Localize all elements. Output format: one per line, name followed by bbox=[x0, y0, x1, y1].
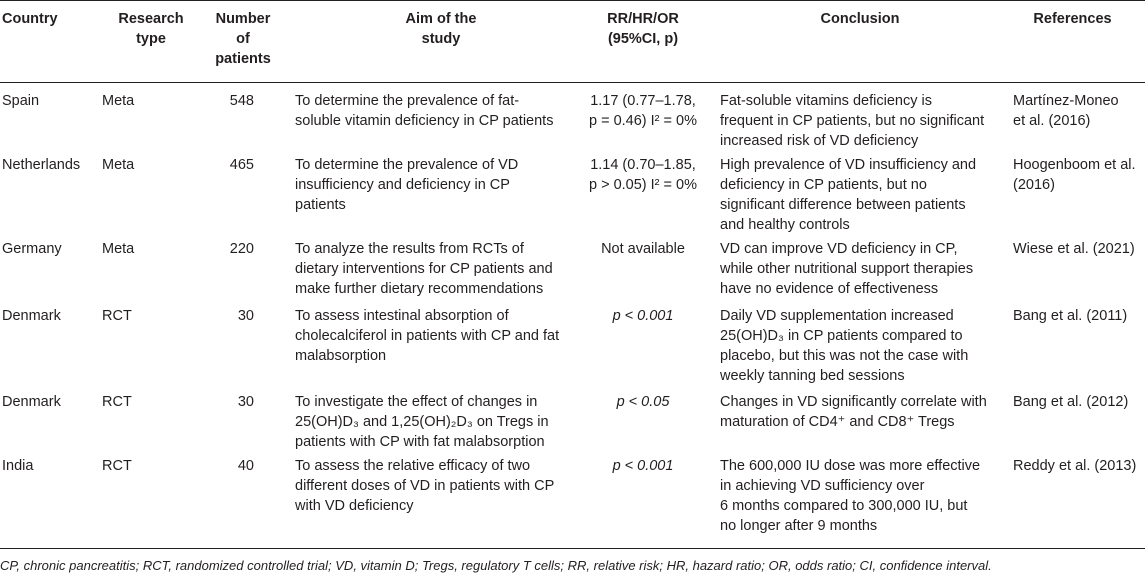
header-conclusion: Conclusion bbox=[820, 11, 900, 27]
cell-conclusion: Daily VD supplementation increased 25(OH)D₃ in CP patients compared to placebo, but this was not the case with weekly tanning bed sessions bbox=[720, 308, 969, 384]
cell-country: Spain bbox=[2, 93, 40, 109]
header-rr-hr-or: RR/HR/OR (95%CI, p) bbox=[607, 11, 679, 47]
cell-aim: To analyze the results from RCTs of dietary interventions for CP patients and make further dietary recommendations bbox=[295, 241, 553, 297]
cell-conclusion: High prevalence of VD insufficiency and deficiency in CP patients, but no significant difference between patients and healthy controls bbox=[720, 157, 977, 233]
cell-number: 548 bbox=[229, 93, 254, 109]
header-number-of-patients: Number of patients bbox=[215, 11, 271, 67]
cell-rr: 1.17 (0.77–1.78, p = 0.46) I² = 0% bbox=[588, 93, 697, 129]
cell-research-type: Meta bbox=[102, 241, 135, 257]
cell-conclusion: The 600,000 IU dose was more effective in achieving VD sufficiency over 6 months compared to 300,000 IU, but no longer after 9 months bbox=[720, 458, 981, 534]
cell-aim: To investigate the effect of changes in 25(OH)D₃ and 1,25(OH)₂D₃ on Tregs in patients with CP with fat malabsorption bbox=[295, 394, 549, 450]
header-country: Country bbox=[2, 11, 58, 27]
cell-research-type: RCT bbox=[102, 458, 132, 474]
cell-rr: p < 0.001 bbox=[612, 458, 674, 474]
cell-research-type: Meta bbox=[102, 93, 135, 109]
cell-number: 465 bbox=[229, 157, 254, 173]
cell-country: India bbox=[2, 458, 34, 474]
cell-country: Denmark bbox=[2, 394, 61, 410]
cell-research-type: RCT bbox=[102, 308, 132, 324]
cell-reference: Martínez-Moneo et al. (2016) bbox=[1013, 93, 1119, 129]
cell-reference: Bang et al. (2012) bbox=[1013, 394, 1129, 410]
cell-number: 40 bbox=[237, 458, 254, 474]
cell-rr: p < 0.05 bbox=[616, 394, 670, 410]
cell-country: Denmark bbox=[2, 308, 61, 324]
header-aim: Aim of the study bbox=[405, 11, 477, 47]
cell-rr: 1.14 (0.70–1.85, p > 0.05) I² = 0% bbox=[588, 157, 697, 193]
cell-country: Germany bbox=[2, 241, 62, 257]
cell-rr: p < 0.001 bbox=[612, 308, 674, 324]
cell-number: 30 bbox=[237, 394, 254, 410]
cell-rr: Not available bbox=[601, 241, 685, 257]
cell-conclusion: VD can improve VD deficiency in CP, while other nutritional support therapies have no evidence of effectiveness bbox=[720, 241, 974, 297]
cell-research-type: Meta bbox=[102, 157, 135, 173]
cell-aim: To determine the prevalence of VD insufficiency and deficiency in CP patients bbox=[295, 157, 519, 213]
cell-reference: Hoogenboom et al. (2016) bbox=[1013, 157, 1136, 193]
cell-reference: Wiese et al. (2021) bbox=[1013, 241, 1135, 257]
cell-country: Netherlands bbox=[2, 157, 81, 173]
table-footnote: CP, chronic pancreatitis; RCT, randomized controlled trial; VD, vitamin D; Tregs, regulatory T cells; RR, relative risk; HR, hazard ratio; OR, odds ratio; CI, confidence interval. bbox=[0, 558, 992, 573]
header-references: References bbox=[1033, 11, 1112, 27]
cell-conclusion: Changes in VD significantly correlate with maturation of CD4⁺ and CD8⁺ Tregs bbox=[720, 394, 987, 430]
cell-number: 220 bbox=[229, 241, 254, 257]
table-bottom-rule bbox=[0, 548, 1145, 549]
cell-aim: To determine the prevalence of fat- soluble vitamin deficiency in CP patients bbox=[295, 93, 554, 129]
cell-aim: To assess intestinal absorption of cholecalciferol in patients with CP and fat malabsorption bbox=[295, 308, 560, 364]
cell-conclusion: Fat-soluble vitamins deficiency is frequent in CP patients, but no significant increased risk of VD deficiency bbox=[720, 93, 985, 149]
cell-aim: To assess the relative efficacy of two different doses of VD in patients with CP with VD deficiency bbox=[295, 458, 555, 514]
table-top-rule bbox=[0, 0, 1145, 1]
cell-reference: Reddy et al. (2013) bbox=[1013, 458, 1137, 474]
cell-reference: Bang et al. (2011) bbox=[1013, 308, 1128, 324]
cell-number: 30 bbox=[237, 308, 254, 324]
header-bottom-rule bbox=[0, 82, 1145, 83]
header-research-type: Research type bbox=[118, 11, 184, 47]
cell-research-type: RCT bbox=[102, 394, 132, 410]
